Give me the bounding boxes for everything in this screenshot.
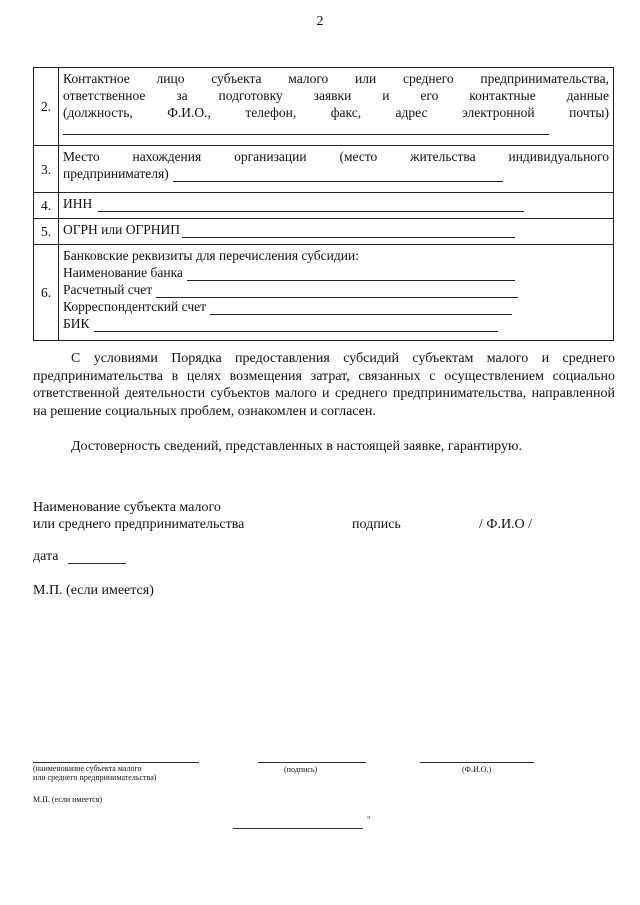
table-row (34, 219, 614, 245)
footer-quote-mark: " (367, 815, 371, 825)
table-row (34, 146, 614, 193)
ogrn-fill-line[interactable] (182, 224, 515, 238)
location-label: предпринимателя) (63, 166, 169, 181)
application-form-table (33, 67, 614, 341)
corr-account-fill-line[interactable] (210, 301, 512, 315)
location-fill-line[interactable] (173, 168, 503, 182)
fio-label: / Ф.И.О / (479, 517, 533, 532)
row-number: 4. (34, 193, 59, 219)
guarantee-paragraph: Достоверность сведений, представленных в настоящей заявке, гарантирую. (71, 439, 522, 454)
row-number: 5. (34, 219, 59, 245)
footer-fio-line[interactable] (420, 762, 534, 763)
table-row (34, 68, 614, 146)
bank-name-label: Наименование банка (63, 265, 183, 280)
inn-fill-line[interactable] (98, 198, 524, 212)
table-row (34, 193, 614, 219)
table-row (34, 245, 614, 341)
account-label: Расчетный счет (63, 282, 153, 297)
consent-paragraph: С условиями Порядка предоставления субсидий субъектам малого и среднего предпринимательства в целях возмещения затрат, связанных с осуществлением социально ответственной деятельности субъектов малого и среднего предпринимательства, направленной на решение социальных проблем, ознакомлен и согласен. (33, 351, 615, 419)
date-label: дата (33, 549, 59, 564)
location-cell[interactable] (59, 146, 614, 193)
footer-signature-line[interactable] (258, 762, 366, 763)
bik-fill-line[interactable] (94, 318, 498, 332)
footer-name-line[interactable] (33, 762, 199, 763)
page-number: 2 (316, 14, 324, 29)
inn-cell[interactable] (59, 193, 614, 219)
footer-fio-caption: (Ф.И.О.) (462, 765, 492, 774)
bank-name-fill-line[interactable] (187, 267, 515, 281)
footer-signature-caption: (подпись) (284, 765, 318, 774)
row-number: 2. (34, 68, 59, 146)
bank-details-title: Банковские реквизиты для перечисления субсидии: (63, 248, 359, 263)
account-fill-line[interactable] (156, 284, 518, 298)
contact-text-line: (должность, Ф.И.О., телефон, факс, адрес электронной почты) (63, 105, 609, 120)
inn-label: ИНН (63, 196, 93, 211)
contact-person-cell[interactable] (59, 68, 614, 146)
footer-name-caption-2: или среднего предпринимательства) (33, 773, 157, 782)
stamp-label: М.П. (если имеется) (33, 583, 154, 598)
row-number: 3. (34, 146, 59, 193)
bik-label: БИК (63, 316, 90, 331)
footer-name-caption-1: (наименование субъекта малого (33, 764, 142, 773)
ogrn-label: ОГРН или ОГРНИП (63, 222, 181, 237)
location-text-line: Место нахождения организации (место жительства индивидуального (63, 149, 609, 164)
date-fill-line[interactable] (68, 563, 126, 564)
entity-name-label-2: или среднего предпринимательства (33, 517, 245, 532)
row-number: 6. (34, 245, 59, 341)
footer-bottom-line[interactable] (233, 828, 363, 829)
contact-text-line: Контактное лицо субъекта малого или среднего предпринимательства, (63, 71, 609, 86)
footer-stamp-label: М.П. (если имеется) (33, 795, 103, 804)
signature-label: подпись (352, 517, 401, 532)
ogrn-cell[interactable] (59, 219, 614, 245)
contact-fill-line[interactable] (63, 121, 549, 135)
bank-details-cell[interactable] (59, 245, 614, 341)
corr-account-label: Корреспондентский счет (63, 299, 207, 314)
entity-name-label-1: Наименование субъекта малого (33, 500, 221, 515)
contact-text-line: ответственное за подготовку заявки и его контактные данные (63, 88, 609, 103)
